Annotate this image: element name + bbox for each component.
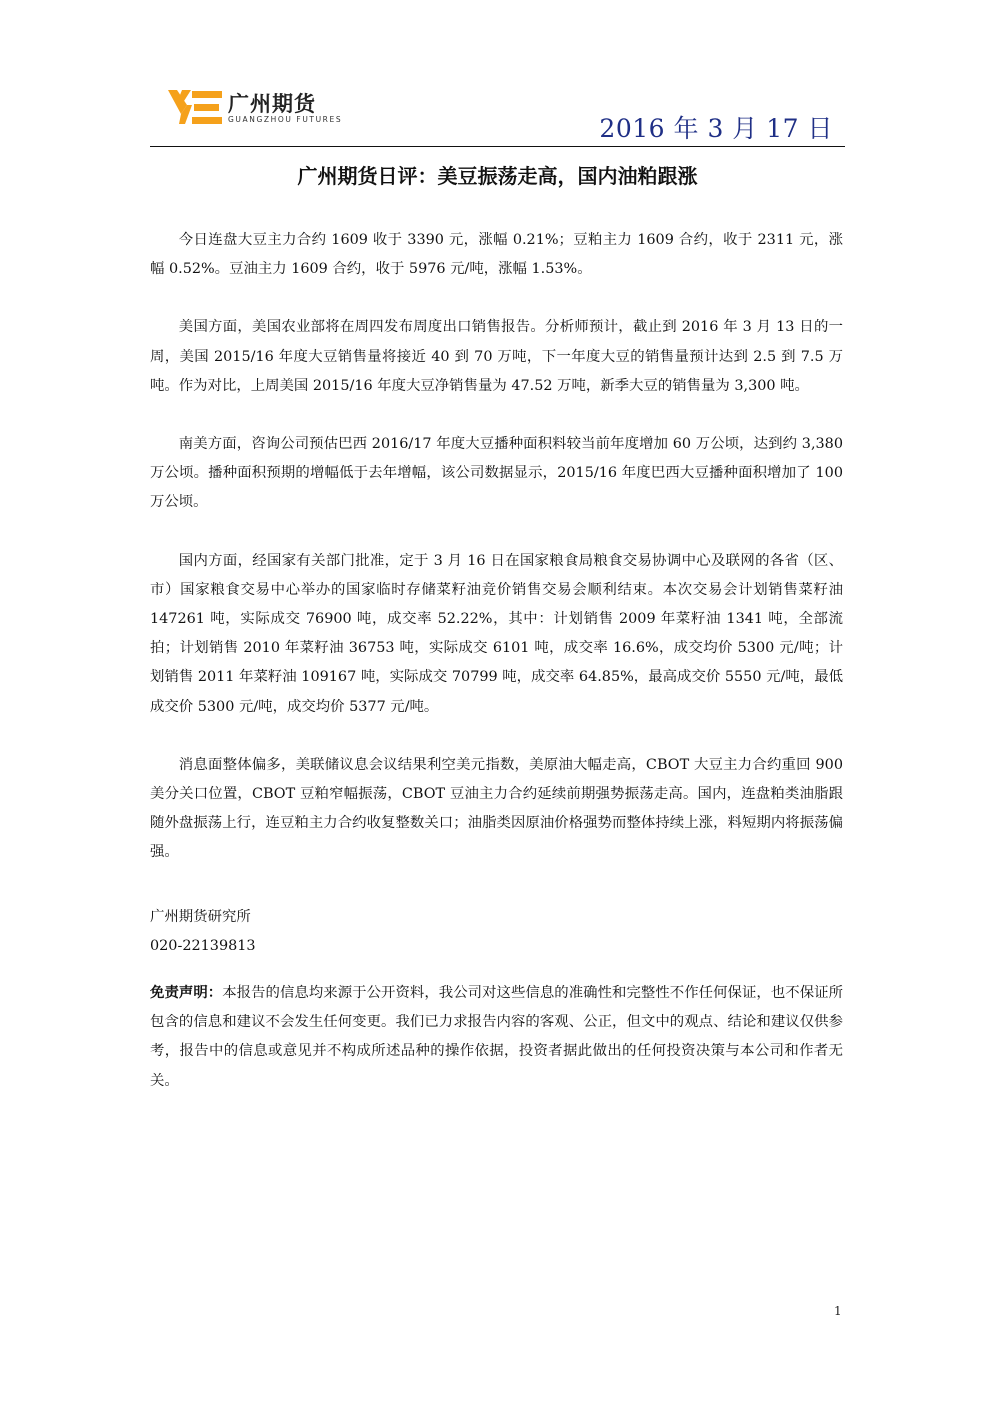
org-phone: 020-22139813 <box>150 938 256 954</box>
page-header <box>150 85 845 147</box>
paragraph-summary: 消息面整体偏多，美联储议息会议结果利空美元指数，美原油大幅走高，CBOT 大豆主力合约重回 900 美分关口位置，CBOT 豆粕窄幅振荡，CBOT 豆油主力合约延续前期强势振荡走高。国内，连盘粕类油脂跟随外盘振荡上行，连豆粕主力合约收复整数关口；油脂类因原油价格强势而整体持续上涨，料短期内将振荡偏强。 <box>150 756 843 861</box>
disclaimer-text: 本报告的信息均来源于公开资料，我公司对这些信息的准确性和完整性不作任何保证，也不保证所包含的信息和建议不会发生任何变更。我们已力求报告内容的客观、公正，但文中的观点、结论和建议仅供参考，报告中的信息或意见并不构成所述品种的操作依据，投资者据此做出的任何投资决策与本公司和作者无关。 <box>150 985 843 1089</box>
paragraph-domestic: 国内方面，经国家有关部门批准，定于 3 月 16 日在国家粮食局粮食交易协调中心及联网的各省（区、市）国家粮食交易中心举办的国家临时存储菜籽油竞价销售交易会顺利结束。本次交易会计划销售菜籽油 147261 吨，实际成交 76900 吨，成交率 52.22%，其中：计划销售 2009 年菜籽油 1341 吨，全部流拍；计划销售 2010 年菜籽油 36753 吨，实际成交 6101 吨，成交率 16.6%，成交均价 5300 元/吨；计划销售 2011 年菜籽油 109167 吨，实际成交 70799 吨，成交率 64.85%，最高成交价 5550 元/吨，最低成交价 5300 元/吨，成交均价 5377 元/吨。 <box>150 552 843 715</box>
disclaimer-label: 免责声明： <box>150 985 223 1001</box>
paragraph-market-close: 今日连盘大豆主力合约 1609 收于 3390 元，涨幅 0.21%；豆粕主力 1609 合约，收于 2311 元，涨幅 0.52%。豆油主力 1609 合约，收于 5976 元/吨，涨幅 1.53%。 <box>150 232 843 278</box>
report-date: 2016 年 3 月 17 日 <box>599 114 833 143</box>
logo-chinese-name: 广州期货 <box>228 92 316 116</box>
org-name: 广州期货研究所 <box>150 909 251 925</box>
page-number: 1 <box>834 1304 842 1318</box>
report-body <box>150 226 843 897</box>
org-info <box>150 903 256 961</box>
logo-english-name: GUANGZHOU FUTURES <box>228 115 343 124</box>
disclaimer <box>150 979 843 1096</box>
report-title: 广州期货日评：美豆振荡走高，国内油粕跟涨 <box>297 164 698 188</box>
company-logo <box>168 88 368 128</box>
paragraph-us-market: 美国方面，美国农业部将在周四发布周度出口销售报告。分析师预计，截止到 2016 年 3 月 13 日的一周，美国 2015/16 年度大豆销售量将接近 40 到 70 万吨，下一年度大豆的销售量预计达到 2.5 到 7.5 万吨。作为对比，上周美国 2015/16 年度大豆净销售量为 47.52 万吨，新季大豆的销售量为 3,300 吨。 <box>150 319 843 394</box>
logo-mark-icon <box>168 90 224 126</box>
header-rule <box>150 146 845 147</box>
paragraph-south-america: 南美方面，咨询公司预估巴西 2016/17 年度大豆播种面积料较当前年度增加 60 万公顷，达到约 3,380 万公顷。播种面积预期的增幅低于去年增幅，该公司数据显示，2015/16 年度巴西大豆播种面积增加了 100 万公顷。 <box>150 436 843 511</box>
